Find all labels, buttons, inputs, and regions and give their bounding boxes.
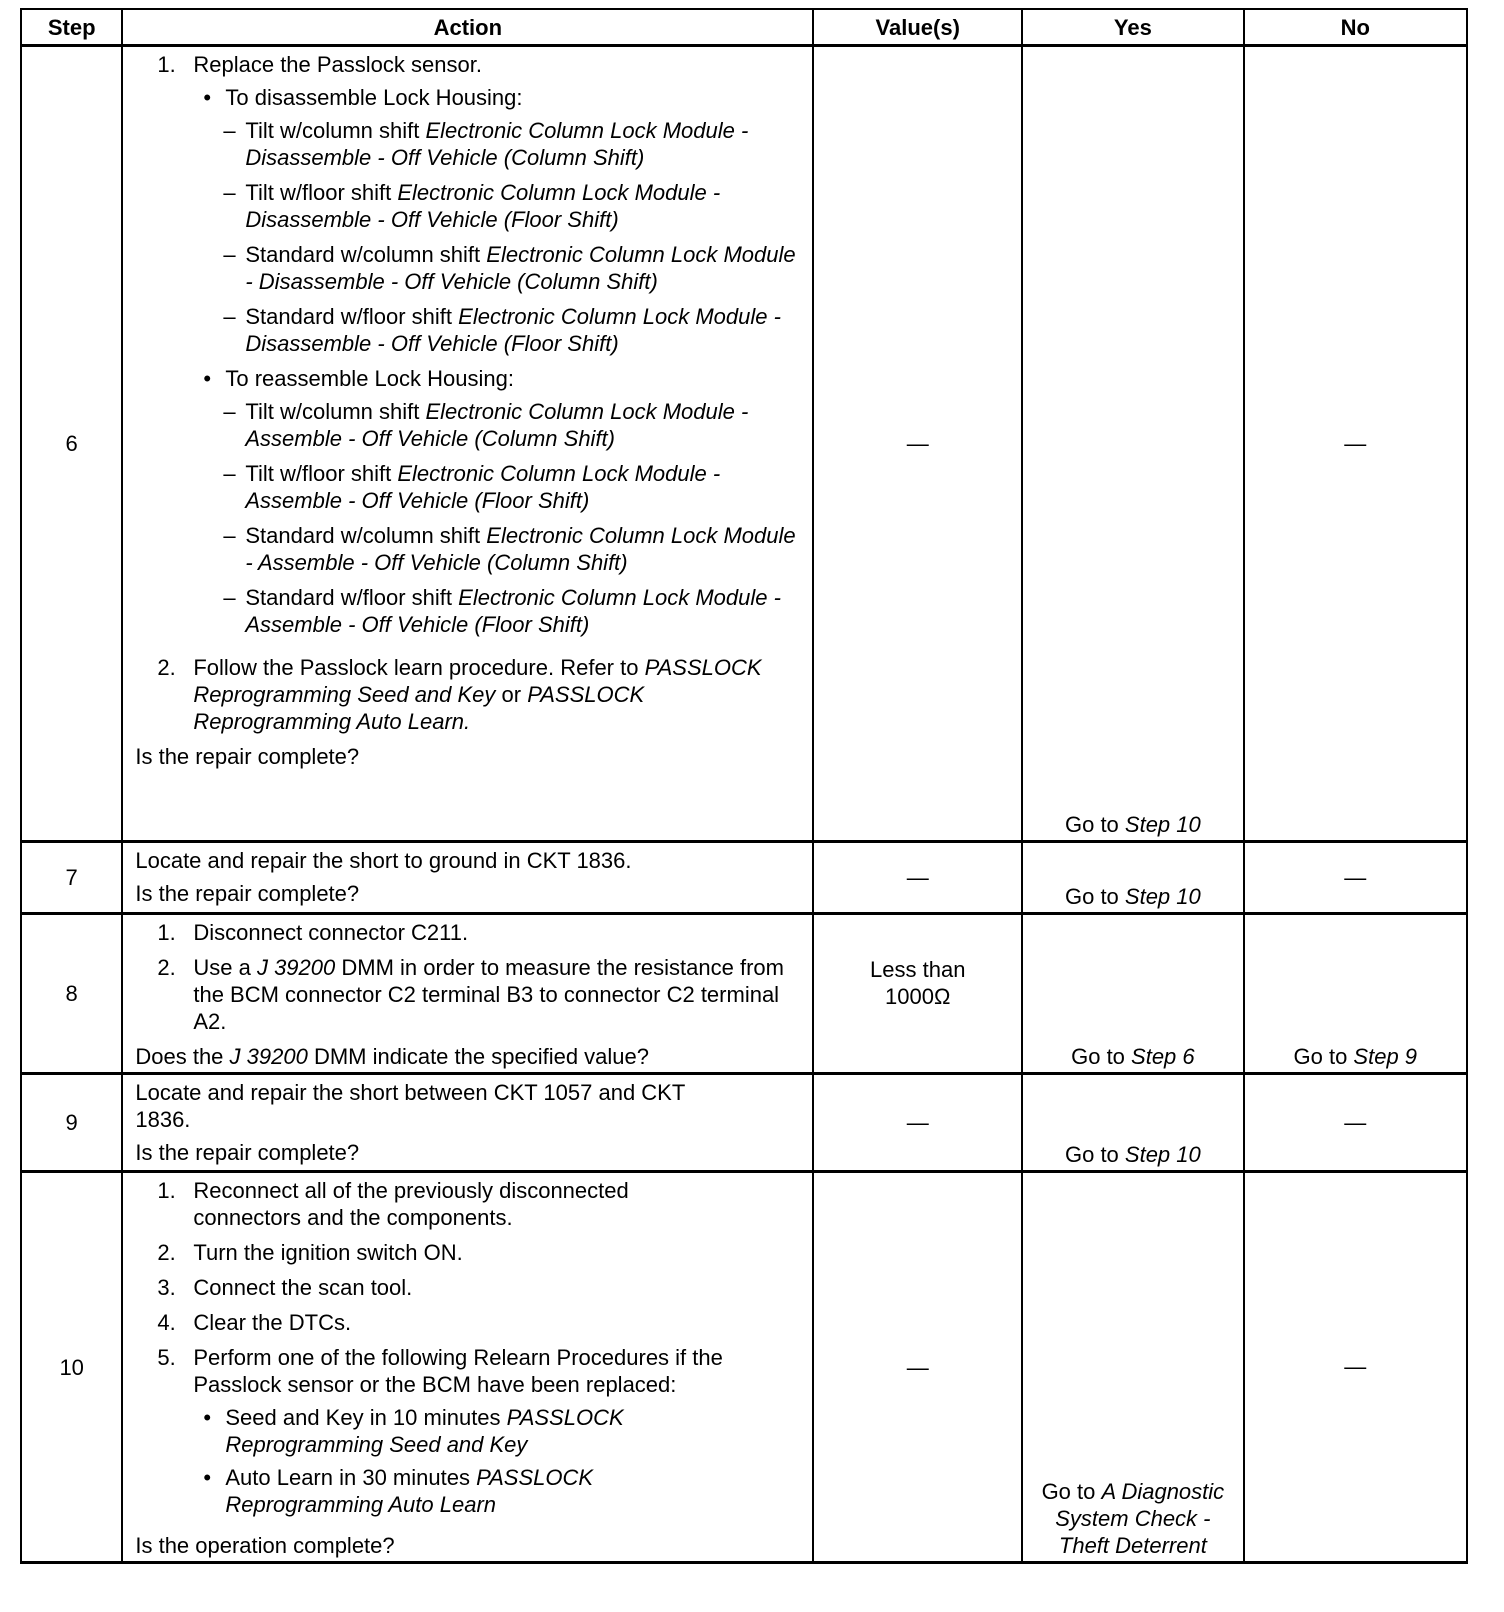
list-item <box>157 1177 806 1231</box>
diagnostic-table <box>20 8 1468 1564</box>
yes-cell <box>1022 1172 1243 1563</box>
dash-mark: – <box>223 180 236 205</box>
tool-reference: J 39200 <box>229 1044 308 1069</box>
no-cell <box>1244 914 1467 1074</box>
dash-text: Standard w/floor shift <box>245 585 459 610</box>
table-row-step-9 <box>21 1074 1467 1172</box>
action-cell <box>122 914 813 1074</box>
value-cell <box>813 914 1022 1074</box>
action-text: Follow the Passlock learn procedure. Refer to <box>193 655 645 680</box>
list-item <box>157 1274 806 1301</box>
yes-cell <box>1022 46 1243 842</box>
procedure-reference: Electronic Column Lock Module - Disassemble - Off Vehicle (Column Shift) <box>245 242 796 294</box>
list-item <box>157 654 806 735</box>
action-text: Reconnect all of the previously disconnected connectors and the components. <box>193 1178 629 1230</box>
step-number: 8 <box>21 914 122 1074</box>
list-number: 3. <box>157 1275 176 1300</box>
procedure-reference: Electronic Column Lock Module - Assemble - Off Vehicle (Floor Shift) <box>245 585 781 637</box>
question-text: Is the repair complete? <box>135 881 360 906</box>
bullet-item <box>203 1464 806 1518</box>
bullet-dot: • <box>203 85 212 110</box>
value-cell: — <box>813 1172 1022 1563</box>
goto-text: Go to <box>1293 1044 1354 1069</box>
action-cell <box>122 842 813 914</box>
header-values: Value(s) <box>813 9 1022 46</box>
bullet-text: Seed and Key in 10 minutes <box>225 1405 507 1430</box>
dash-text: Tilt w/floor shift <box>245 461 398 486</box>
procedure-reference: PASSLOCK Reprogramming Seed and Key <box>193 655 762 707</box>
bullet-dot: • <box>203 1465 212 1490</box>
procedure-reference: Electronic Column Lock Module - Disassemble - Off Vehicle (Floor Shift) <box>245 304 781 356</box>
procedure-reference: Electronic Column Lock Module - Assemble - Off Vehicle (Column Shift) <box>245 399 749 451</box>
no-cell: — <box>1244 842 1467 914</box>
yes-cell <box>1022 914 1243 1074</box>
header-no: No <box>1244 9 1467 46</box>
action-text: Clear the DTCs. <box>193 1310 352 1335</box>
dash-mark: – <box>223 461 236 486</box>
question-text <box>135 1043 806 1070</box>
bullet-item <box>203 1404 806 1458</box>
dash-mark: – <box>223 304 236 329</box>
step-reference: Step 10 <box>1124 1142 1201 1167</box>
header-action: Action <box>122 9 813 46</box>
value-cell: — <box>813 1074 1022 1172</box>
table-row-step-7 <box>21 842 1467 914</box>
dash-mark: – <box>223 585 236 610</box>
table-row-step-10 <box>21 1172 1467 1563</box>
no-cell: — <box>1244 1172 1467 1563</box>
list-number: 2. <box>157 655 176 680</box>
question-part: DMM indicate the specified value? <box>307 1044 649 1069</box>
question-text: Is the repair complete? <box>135 744 360 769</box>
value-cell: — <box>813 842 1022 914</box>
action-cell <box>122 46 813 842</box>
list-number: 2. <box>157 1240 176 1265</box>
dash-text: Tilt w/column shift <box>245 399 426 424</box>
dash-item <box>223 117 806 171</box>
procedure-reference: PASSLOCK Reprogramming Auto Learn. <box>193 682 645 734</box>
goto-text: Go to <box>1064 884 1125 909</box>
step-reference: Step 10 <box>1124 884 1201 909</box>
question-part: Does the <box>135 1044 230 1069</box>
action-text: Perform one of the following Relearn Procedures if the Passlock sensor or the BCM have been replaced: <box>193 1345 723 1397</box>
procedure-reference: PASSLOCK Reprogramming Seed and Key <box>225 1405 624 1457</box>
dash-item <box>223 460 806 514</box>
step-reference: Step 10 <box>1124 812 1201 837</box>
dash-text: Standard w/column shift <box>245 242 487 267</box>
action-text: Locate and repair the short to ground in CKT 1836. <box>135 848 632 873</box>
step-number: 7 <box>21 842 122 914</box>
bullet-dot: • <box>203 366 212 391</box>
action-cell <box>122 1074 813 1172</box>
action-cell <box>122 1172 813 1563</box>
list-item <box>157 1239 806 1266</box>
no-cell: — <box>1244 46 1467 842</box>
goto-text: Go to <box>1064 1142 1125 1167</box>
bullet-text: To disassemble Lock Housing: <box>225 85 523 110</box>
step-number: 9 <box>21 1074 122 1172</box>
list-item <box>157 1309 806 1336</box>
dash-mark: – <box>223 523 236 548</box>
dash-item <box>223 179 806 233</box>
table-row-step-8 <box>21 914 1467 1074</box>
list-item <box>157 51 806 646</box>
dash-text: Standard w/column shift <box>245 523 487 548</box>
bullet-item <box>203 365 806 392</box>
list-item <box>157 954 806 1035</box>
action-text: Turn the ignition switch ON. <box>193 1240 463 1265</box>
action-text: Locate and repair the short between CKT 1057 and CKT 1836. <box>135 1080 685 1132</box>
procedure-reference: Electronic Column Lock Module - Assemble - Off Vehicle (Column Shift) <box>245 523 796 575</box>
dash-item <box>223 584 806 638</box>
step-reference: Step 9 <box>1353 1044 1418 1069</box>
value-line: Less than <box>870 956 966 982</box>
question-text: Is the repair complete? <box>135 1140 360 1165</box>
action-text: Replace the Passlock sensor. <box>193 52 482 77</box>
dash-item <box>223 241 806 295</box>
tool-reference: J 39200 <box>256 955 336 980</box>
list-number: 1. <box>157 920 176 945</box>
step-reference: Step 6 <box>1131 1044 1195 1069</box>
question-text: Is the operation complete? <box>135 1533 395 1558</box>
bullet-text: Auto Learn in 30 minutes <box>225 1465 477 1490</box>
list-number: 4. <box>157 1310 176 1335</box>
dash-item <box>223 303 806 357</box>
step-number: 10 <box>21 1172 122 1563</box>
dash-text: Tilt w/column shift <box>245 118 426 143</box>
list-item <box>157 1344 806 1524</box>
action-text: Use a <box>193 955 257 980</box>
action-text: DMM in order to measure the resistance from the BCM connector C2 terminal B3 to connector C2 terminal A2. <box>193 955 784 1034</box>
yes-cell <box>1022 1074 1243 1172</box>
list-number: 1. <box>157 1178 176 1203</box>
goto-text: Go to <box>1071 1044 1132 1069</box>
dash-mark: – <box>223 118 236 143</box>
list-item <box>157 919 806 946</box>
header-yes: Yes <box>1022 9 1243 46</box>
goto-text: Go to <box>1064 812 1125 837</box>
dash-mark: – <box>223 399 236 424</box>
dash-text: Tilt w/floor shift <box>245 180 398 205</box>
yes-cell <box>1022 842 1243 914</box>
value-line: 1000Ω <box>885 983 951 1009</box>
goto-text: Go to <box>1041 1479 1102 1504</box>
value-cell: — <box>813 46 1022 842</box>
procedure-reference: Electronic Column Lock Module - Assemble - Off Vehicle (Floor Shift) <box>245 461 721 513</box>
list-number: 1. <box>157 52 176 77</box>
action-text: or <box>495 682 528 707</box>
dash-mark: – <box>223 242 236 267</box>
procedure-reference: Electronic Column Lock Module - Disassemble - Off Vehicle (Column Shift) <box>245 118 749 170</box>
step-number: 6 <box>21 46 122 842</box>
procedure-reference: Electronic Column Lock Module - Disassemble - Off Vehicle (Floor Shift) <box>245 180 721 232</box>
bullet-text: To reassemble Lock Housing: <box>225 366 514 391</box>
header-step: Step <box>21 9 122 46</box>
list-number: 2. <box>157 955 176 980</box>
dash-text: Standard w/floor shift <box>245 304 459 329</box>
no-cell: — <box>1244 1074 1467 1172</box>
bullet-dot: • <box>203 1405 212 1430</box>
bullet-item <box>203 84 806 111</box>
dash-item <box>223 522 806 576</box>
procedure-reference: PASSLOCK Reprogramming Auto Learn <box>225 1465 594 1517</box>
step-reference: A Diagnostic System Check - Theft Deterrent <box>1055 1479 1225 1558</box>
table-row-step-6 <box>21 46 1467 842</box>
header-row <box>21 9 1467 46</box>
action-text: Connect the scan tool. <box>193 1275 413 1300</box>
list-number: 5. <box>157 1345 176 1370</box>
dash-item <box>223 398 806 452</box>
action-text: Disconnect connector C211. <box>193 920 469 945</box>
